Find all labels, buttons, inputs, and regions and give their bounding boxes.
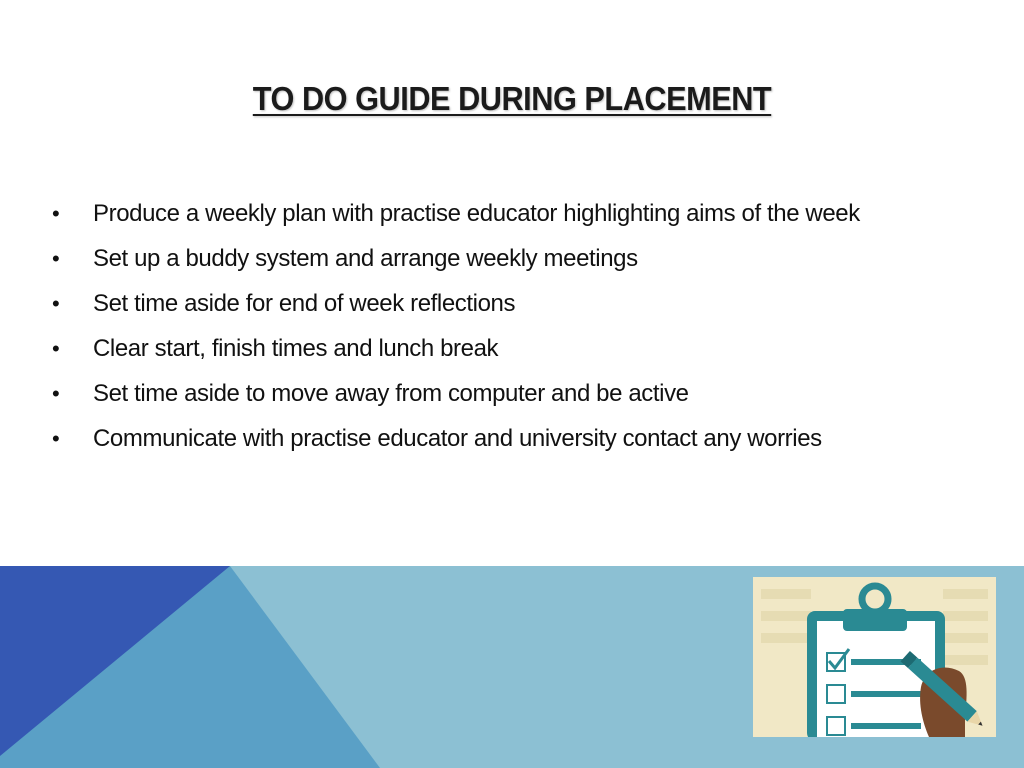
bullet-marker: • [52, 201, 60, 226]
bullet-text: Set time aside for end of week reflections [93, 290, 516, 317]
bullet-text: Set time aside to move away from computer and be active [93, 380, 689, 407]
clipboard-checklist-icon [753, 577, 996, 737]
bullet-marker: • [52, 381, 60, 406]
bullet-text: Produce a weekly plan with practise educator highlighting aims of the week [93, 200, 860, 227]
bullet-item [52, 422, 952, 456]
bullet-marker: • [52, 291, 60, 316]
bullet-marker: • [52, 336, 60, 361]
bullet-marker: • [52, 246, 60, 271]
bullet-list [52, 197, 952, 467]
bullet-item [52, 287, 952, 321]
bullet-text: Set up a buddy system and arrange weekly meetings [93, 245, 638, 272]
bullet-text: Clear start, finish times and lunch break [93, 335, 499, 362]
bullet-item [52, 197, 952, 231]
bullet-item [52, 332, 952, 366]
bullet-marker: • [52, 426, 60, 451]
bullet-text: Communicate with practise educator and university contact any worries [93, 425, 822, 452]
bullet-item [52, 242, 952, 276]
bullet-item [52, 377, 952, 411]
slide-title: TO DO GUIDE DURING PLACEMENT [252, 80, 772, 117]
